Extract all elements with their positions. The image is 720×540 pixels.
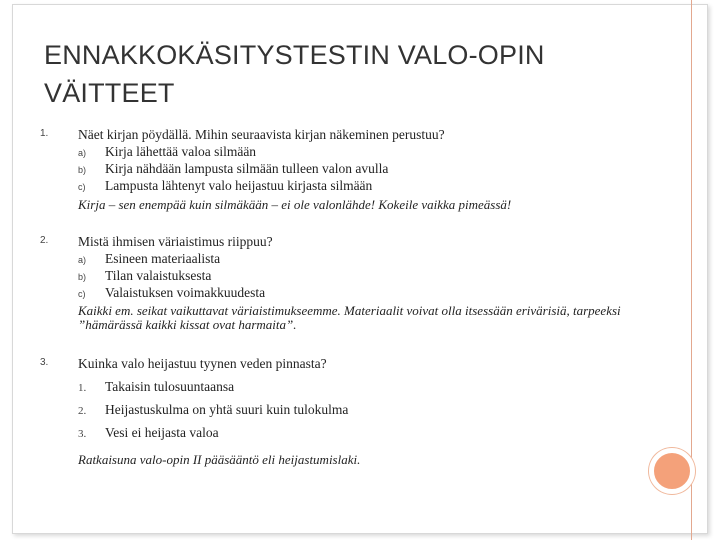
option-label: b) [78, 272, 87, 282]
answer-note: Ratkaisuna valo-opin II pääsääntö eli heijastumislaki. [78, 452, 361, 467]
option-text: Esineen materiaalista [105, 251, 221, 266]
option-2 [78, 401, 348, 420]
answer-note: Kirja – sen enempää kuin silmäkään – ei ole valonlähde! Kokeile vaikka pimeässä! [78, 197, 512, 212]
option-text: Kirja lähettää valoa silmään [105, 144, 257, 159]
slide-title: ENNAKKOKÄSITYSTESTIN VALO-OPIN VÄITTEET [44, 40, 545, 108]
option-text: Vesi ei heijasta valoa [105, 425, 219, 440]
option-label: b) [78, 165, 87, 175]
answer-note: Kaikki em. seikat vaikuttavat väriaistimukseemme. Materiaalit voivat olla itsessään erivärisiä, tarpeeksi ”hämärässä kaikki kissat ovat harmaita”. [78, 303, 621, 332]
question-number: 1. [40, 128, 49, 139]
question-number: 2. [40, 235, 49, 246]
option-text: Takaisin tulosuuntaansa [105, 379, 235, 394]
option-text: Tilan valaistuksesta [105, 268, 212, 283]
option-text: Kirja nähdään lampusta silmään tulleen valon avulla [105, 161, 389, 176]
option-c [78, 177, 372, 196]
question-text: Kuinka valo heijastuu tyynen veden pinnasta? [78, 356, 327, 371]
question-text: Mistä ihmisen väriaistimus riippuu? [78, 234, 273, 249]
option-label: 1. [78, 382, 87, 394]
question-text: Näet kirjan pöydällä. Mihin seuraavista kirjan näkeminen perustuu? [78, 127, 445, 142]
option-label: a) [78, 255, 87, 265]
option-text: Valaistuksen voimakkuudesta [105, 285, 266, 300]
option-label: c) [78, 289, 86, 299]
option-label: c) [78, 182, 86, 192]
question-number: 3. [40, 357, 49, 368]
option-text: Heijastuskulma on yhtä suuri kuin tulokulma [105, 402, 349, 417]
option-3 [78, 424, 219, 443]
decorative-circle [649, 448, 695, 494]
option-text: Lampusta lähtenyt valo heijastuu kirjasta silmään [105, 178, 373, 193]
option-c [78, 284, 265, 303]
option-label: 3. [78, 428, 87, 440]
option-label: a) [78, 148, 87, 158]
option-1 [78, 378, 234, 397]
option-label: 2. [78, 405, 87, 417]
